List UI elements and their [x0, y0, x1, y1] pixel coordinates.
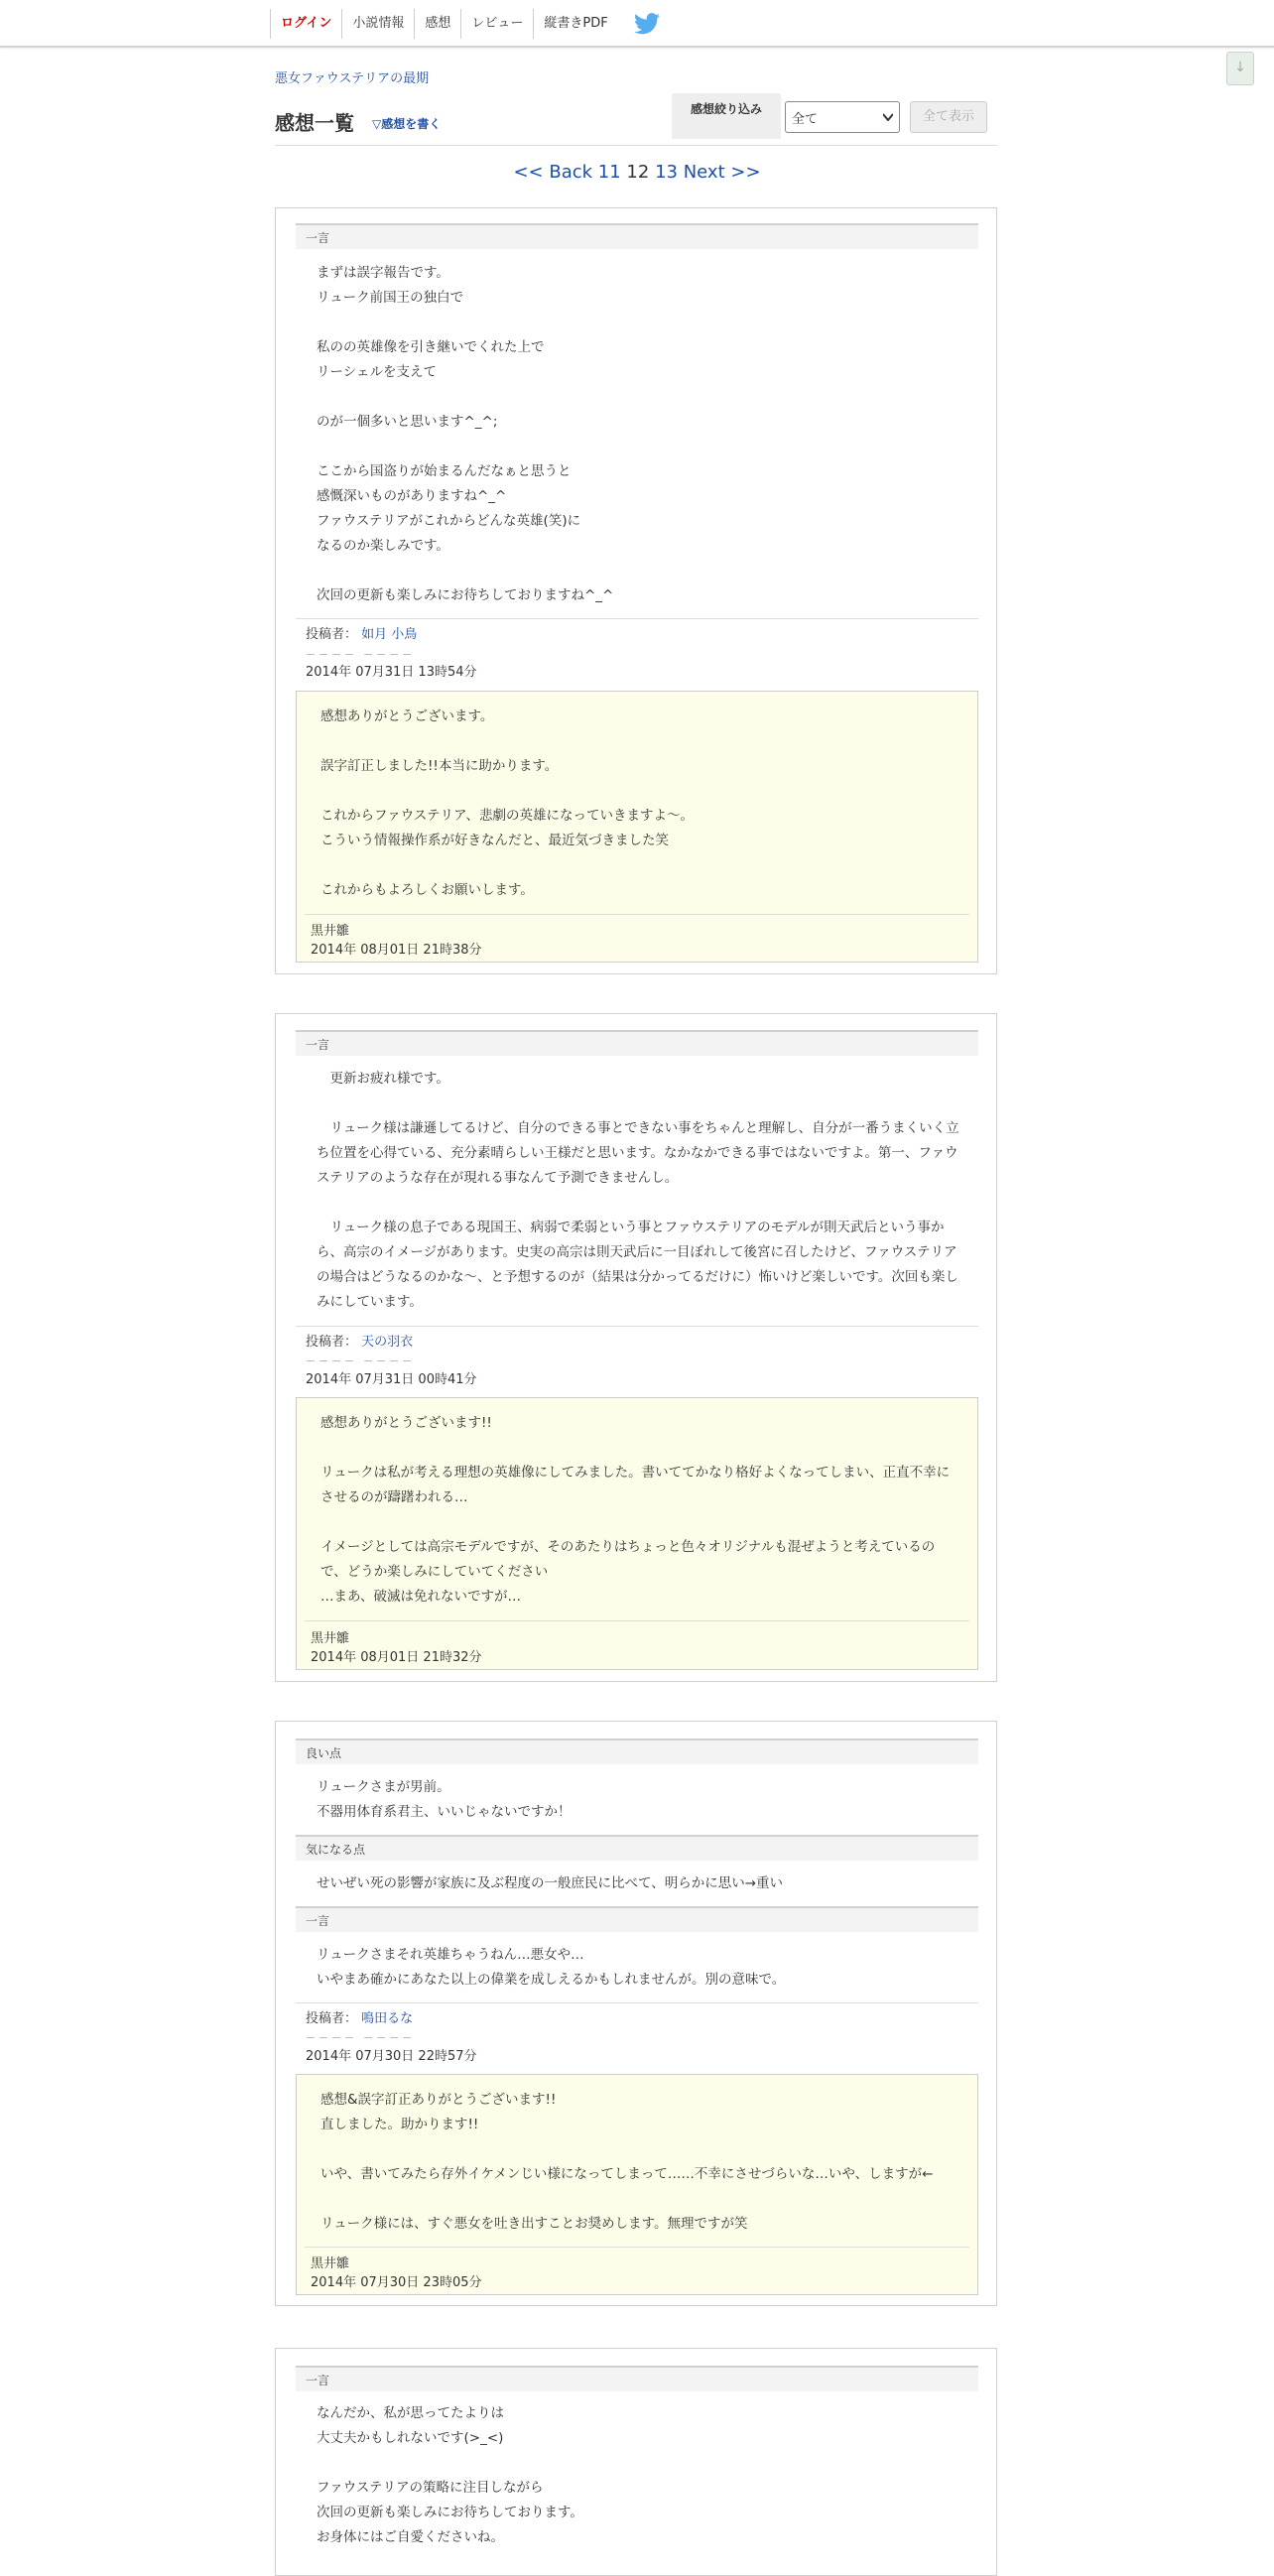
- impression-card: [275, 2348, 997, 2576]
- login-link[interactable]: ログイン: [270, 9, 341, 39]
- poster-label: 投稿者：: [306, 2011, 358, 2026]
- author-reply: [296, 2074, 978, 2295]
- reply-text: 感想ありがとうございます!! リュークは私が考える理想の英雄像にしてみました。書いててかなり格好よくなってしまい、正直不幸にさせるのが躊躇われる… イメージとしては高宗モデルですが、そのあたりはちょっと色々オリジナルも混ぜようと考えているので、どうか楽しみにしていてください …まあ、破滅は免れないですが…: [320, 1415, 951, 1605]
- scroll-down-button[interactable]: ↓: [1226, 52, 1254, 85]
- poster-dashes: －－－－ －－－－: [306, 2033, 416, 2044]
- author-reply: [296, 1397, 978, 1670]
- pager-next-link[interactable]: Next >>: [683, 162, 761, 183]
- novel-info-link[interactable]: 小説情報: [341, 9, 414, 39]
- reply-author: 黒井雛: [311, 2256, 350, 2271]
- divider: [305, 2247, 969, 2248]
- impression-text: まずは誤字報告です。 リューク前国王の独白で 私のの英雄像を引き継いでくれた上で リーシェルを支えて のが一個多いと思います^_^; ここから国盗りが始まるんだなぁと思うと 感慨深いものがありますね^_^ ファウステリアがこれからどんな英雄(笑)に なるのか楽しみです。 次回の更新も楽しみにお待ちしておりますね^_^: [317, 265, 614, 603]
- post-date: 2014年 07月30日 22時57分: [306, 2049, 477, 2064]
- reply-date: 2014年 07月30日 23時05分: [311, 2275, 482, 2290]
- poster-dashes: －－－－ －－－－: [306, 650, 416, 661]
- filter-select[interactable]: [785, 101, 900, 133]
- impression-text: 更新お疲れ様です。 リューク様は謙遜してるけど、自分のできる事とできない事をちゃんと理解し、自分が一番うまくいく立ち位置を心得ている、充分素晴らしい王様だと思います。なかなかできる事ではないですよ。第一、ファウステリアのような存在が現れる事なんて予測できませんし。 リューク様の息子である現国王、病弱で柔弱という事とファウステリアのモデルが則天武后という事から、高宗のイメージがあります。史実の高宗は則天武后に一目ぼれして後宮に召したけど、ファウステリアの場合はどうなるのかな～、と予想するのが（結果は分かってるだけに）怖いけど楽しいです。次回も楽しみにしています。: [317, 1071, 959, 1310]
- divider: [296, 2002, 978, 2003]
- impression-text: リュークさまが男前。 不器用体育系君主、いいじゃないですか！: [317, 1779, 572, 1820]
- pager-back-link[interactable]: << Back: [513, 162, 593, 183]
- section-heading: 良い点: [296, 1739, 978, 1764]
- divider: [296, 618, 978, 619]
- poster-label: 投稿者：: [306, 1335, 358, 1350]
- post-date: 2014年 07月31日 00時41分: [306, 1372, 477, 1387]
- review-link[interactable]: レビュー: [460, 9, 533, 39]
- pager-current-page: 12: [626, 162, 650, 183]
- poster-name-link[interactable]: 天の羽衣: [361, 1335, 414, 1350]
- divider: [305, 914, 969, 915]
- section-heading: 気になる点: [296, 1835, 978, 1861]
- poster-line: [306, 1331, 413, 1350]
- poster-line: [306, 2007, 413, 2026]
- section-heading: 一言: [296, 223, 978, 249]
- page-title: 感想一覧: [275, 111, 354, 135]
- impression-text: なんだか、私が思ってたよりは 大丈夫かもしれないです(>_<) ファウステリアの策略に注目しながら 次回の更新も楽しみにお待ちしております。 お身体にはご自愛くださいね。: [317, 2405, 583, 2545]
- pagination: [0, 162, 1274, 183]
- author-reply: [296, 691, 978, 963]
- poster-dashes: －－－－ －－－－: [306, 1356, 416, 1367]
- reply-author: 黒井雛: [311, 924, 350, 939]
- reply-author: 黒井雛: [311, 1631, 350, 1646]
- impression-text: リュークさまそれ英雄ちゃうねん…悪女や… いやまあ確かにあなた以上の偉業を成しえるかもしれませんが。別の意味で。: [317, 1947, 786, 1988]
- section-heading: 一言: [296, 2366, 978, 2391]
- poster-line: [306, 623, 417, 642]
- chevron-down-icon: [883, 110, 893, 125]
- poster-label: 投稿者：: [306, 627, 358, 642]
- divider: [296, 1326, 978, 1327]
- post-date: 2014年 07月31日 13時54分: [306, 665, 477, 680]
- reply-text: 感想ありがとうございます。 誤字訂正しました!!本当に助かります。 これからファウステリア、悲劇の英雄になっていきますよ～。 こういう情報操作系が好きなんだと、最近気づきました笑 これからもよろしくお願いします。: [320, 708, 694, 898]
- twitter-icon[interactable]: [632, 9, 662, 39]
- pager-page-13[interactable]: 13: [655, 162, 678, 183]
- page-header: [275, 93, 997, 146]
- poster-name-link[interactable]: 如月 小鳥: [361, 627, 418, 642]
- section-heading: 一言: [296, 1906, 978, 1932]
- impressions-link[interactable]: 感想: [414, 9, 460, 39]
- filter-label: 感想絞り込み: [672, 93, 781, 139]
- concern-text: せいぜい死の影響が家族に及ぶ程度の一般庶民に比べて、明らかに思い→重い: [317, 1875, 784, 1891]
- filter-select-value: 全て: [792, 111, 819, 127]
- impression-card: [275, 1721, 997, 2306]
- show-all-button[interactable]: 全て表示: [910, 101, 987, 133]
- reply-date: 2014年 08月01日 21時38分: [311, 943, 482, 958]
- vertical-pdf-link[interactable]: 縦書きPDF: [533, 9, 617, 39]
- reply-text: 感想&誤字訂正ありがとうございます!! 直しました。助かります!! いや、書いてみたら存外イケメンじい様になってしまって……不幸にさせづらいな…いや、しますが← リューク様には、すぐ悪女を吐き出すことお奨めします。無理ですが笑: [320, 2092, 934, 2232]
- top-nav-menu: [270, 9, 662, 39]
- impression-card: [275, 1013, 997, 1682]
- impression-card: [275, 207, 997, 974]
- reply-date: 2014年 08月01日 21時32分: [311, 1650, 482, 1665]
- write-impression-link[interactable]: ▽感想を書く: [372, 117, 442, 131]
- divider: [305, 1620, 969, 1621]
- novel-title-link[interactable]: 悪女ファウステリアの最期: [275, 71, 430, 86]
- poster-name-link[interactable]: 鳴田るな: [361, 2011, 414, 2026]
- top-navigation-bar: [0, 0, 1274, 48]
- section-heading: 一言: [296, 1030, 978, 1056]
- pager-page-11[interactable]: 11: [597, 162, 621, 183]
